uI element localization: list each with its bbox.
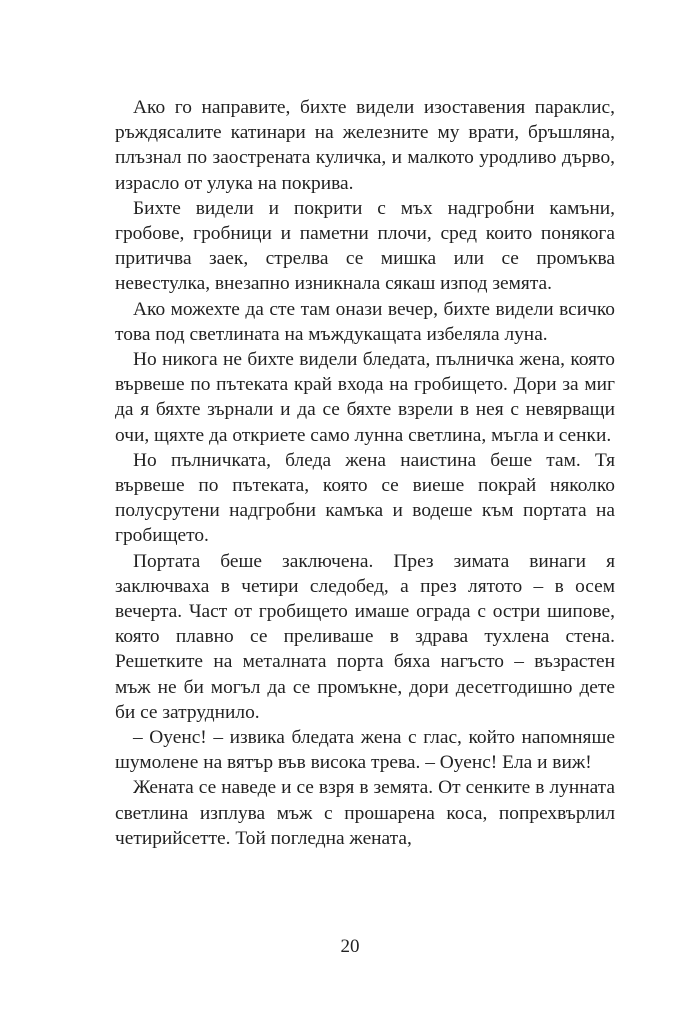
paragraph-6: Портата беше заключена. През зимата винаги я заключваха в четири следобед, а през лятото – в осем вечерта. Част от гробището имаше ограда с остри шипове, която плавно се преливаше в здрава тухлена стена. Решетките на металната порта бяха нагъсто – възрастен мъж не би могъл да се промъкне, дори десетгодишно дете би се затруднило. <box>115 550 615 723</box>
paragraph-1: Ако го направите, бихте видели изоставения параклис, ръждясалите катинари на железните му врати, бръшляна, плъзнал по заострената куличка, и малкото уродливо дърво, израсло от улука на покрива. <box>115 97 615 194</box>
paragraph-7: – Оуенс! – извика бледата жена с глас, който напомняше шумолене на вятър във висока трева. – Оуенс! Ела и виж! <box>115 727 615 774</box>
paragraph-3: Ако можехте да сте там онази вечер, бихте видели всичко това под светлината на мъждукащата избеляла луна. <box>115 298 615 345</box>
page-number: 20 <box>340 936 360 957</box>
paragraph-4: Но никога не бихте видели бледата, пълничка жена, която вървеше по пътеката край входа на гробището. Дори за миг да я бяхте зърнали и да се бяхте взрели в нея с невярващи очи, щяхте да откриете само лунна светлина, мъгла и сенки. <box>115 349 615 446</box>
body-text <box>115 95 615 851</box>
paragraph-8: Жената се наведе и се взря в земята. От сенките в лунната светлина изплува мъж с прошарена коса, попрехвърлил четирийсетте. Той погледна жената, <box>115 777 615 849</box>
paragraph-5: Но пълничката, бледа жена наистина беше там. Тя вървеше по пътеката, която се виеше покрай няколко полусрутени надгробни камъка и водеше към портата на гробището. <box>115 449 615 547</box>
paragraph-2: Бихте видели и покрити с мъх надгробни камъни, гробове, гробници и паметни плочи, сред които понякога притичва заек, стрелва се мишка или се промъква невестулка, внезапно изникнала сякаш изпод земята. <box>115 197 615 295</box>
